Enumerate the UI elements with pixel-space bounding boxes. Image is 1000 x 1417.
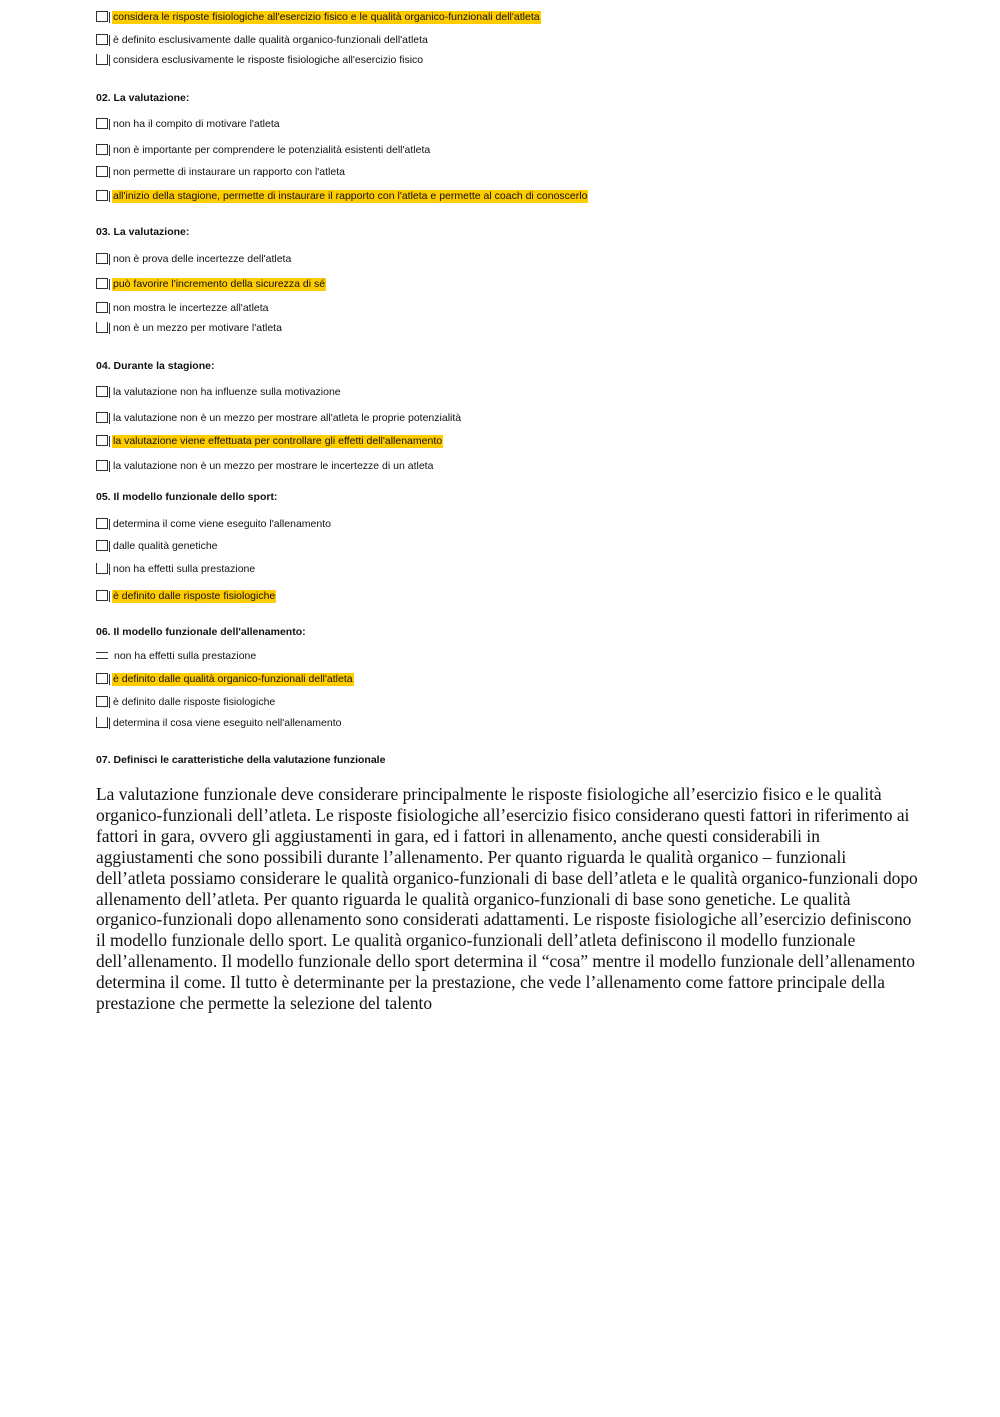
option-label: la valutazione non è un mezzo per mostrare le incertezze di un atleta <box>113 460 434 472</box>
option-label: non è prova delle incertezze dell'atleta <box>113 253 292 265</box>
option-q04-c[interactable] <box>96 432 443 448</box>
option-q05-d[interactable] <box>96 587 276 603</box>
checkbox-icon[interactable] <box>96 673 108 684</box>
checkbox-icon[interactable] <box>96 540 108 551</box>
option-label: non è importante per comprendere le potenzialità esistenti dell'atleta <box>113 144 431 156</box>
option-q03-b[interactable] <box>96 275 326 291</box>
checkbox-icon[interactable] <box>96 696 108 707</box>
option-q02-d[interactable] <box>96 187 588 203</box>
option-label: considera esclusivamente le risposte fisiologiche all'esercizio fisico <box>113 54 424 66</box>
option-label: non permette di instaurare un rapporto con l'atleta <box>113 166 345 178</box>
question-07-title: 07. Definisci le caratteristiche della valutazione funzionale <box>96 754 386 766</box>
option-label: non ha il compito di motivare l'atleta <box>113 118 280 130</box>
option-q06-d[interactable] <box>96 714 342 730</box>
checkbox-icon[interactable] <box>96 652 108 659</box>
option-label: può favorire l'incremento della sicurezza di sé <box>113 278 326 290</box>
option-label: è definito esclusivamente dalle qualità organico-funzionali dell'atleta <box>113 34 428 46</box>
option-label: è definito dalle qualità organico-funzionali dell'atleta <box>113 673 353 685</box>
answer-q07-text: La valutazione funzionale deve considerare principalmente le risposte fisiologiche all’esercizio fisico e le qualità organico-funzionali dell’atleta. Le risposte fisiologiche all’esercizio fisico considerano questi fattori in riferimento ai fattori in gara, ovvero gli aggiustamenti in gara, ed i fattori in allenamento, anche questi considerabili in aggiustamenti che sono possibili durante l’allenamento. Per quanto riguarda le qualità organico – funzionali dell’atleta possiamo considerare le qualità organico-funzionali di base dell’atleta e le qualità organico-funzionali dopo allenamento dell’atleta. Per quanto riguarda le qualità organico-funzionali di base sono genetiche. Le qualità organico-funzionali dopo allenamento sono considerati adattamenti. Le risposte fisiologiche all’esercizio definiscono il modello funzionale dello sport. Le qualità organico-funzionali dell’atleta definiscono il modello funzionale dell’allenamento. Il modello funzionale dello sport determina il “cosa” mentre il modello funzionale dell’allenamento determina il come. Il tutto è determinante per la prestazione, che vede l’allenamento come fattore principale della prestazione che permette la selezione del talento <box>96 784 918 1014</box>
option-q06-c[interactable] <box>96 693 276 709</box>
option-q02-c[interactable] <box>96 163 346 179</box>
checkbox-icon[interactable] <box>96 11 108 22</box>
checkbox-icon[interactable] <box>96 190 108 201</box>
option-q03-a[interactable] <box>96 250 292 266</box>
option-label: è definito dalle risposte fisiologiche <box>113 590 276 602</box>
option-label: la valutazione non è un mezzo per mostrare all'atleta le proprie potenzialità <box>113 412 462 424</box>
checkbox-icon[interactable] <box>96 54 108 65</box>
option-q03-d[interactable] <box>96 319 283 335</box>
option-q05-c[interactable] <box>96 560 256 576</box>
option-q02-a[interactable] <box>96 115 281 131</box>
option-label: non è un mezzo per motivare l'atleta <box>113 322 282 334</box>
option-label: determina il come viene eseguito l'allenamento <box>113 518 331 530</box>
checkbox-icon[interactable] <box>96 460 108 471</box>
option-label: non mostra le incertezze all'atleta <box>113 302 269 314</box>
option-q04-a[interactable] <box>96 383 342 399</box>
checkbox-icon[interactable] <box>96 386 108 397</box>
question-03-title: 03. La valutazione: <box>96 226 190 238</box>
option-q01-c[interactable] <box>96 51 424 67</box>
checkbox-icon[interactable] <box>96 278 108 289</box>
option-label: la valutazione viene effettuata per controllare gli effetti dell'allenamento <box>113 435 443 447</box>
option-label: considera le risposte fisiologiche all'esercizio fisico e le qualità organico-funzionali dell'atleta <box>113 11 540 23</box>
checkbox-icon[interactable] <box>96 590 108 601</box>
option-label: non ha effetti sulla prestazione <box>114 650 257 662</box>
checkbox-icon[interactable] <box>96 118 108 129</box>
checkbox-icon[interactable] <box>96 717 108 728</box>
option-q02-b[interactable] <box>96 141 431 157</box>
checkbox-icon[interactable] <box>96 253 108 264</box>
checkbox-icon[interactable] <box>96 563 108 574</box>
option-q05-b[interactable] <box>96 537 219 553</box>
question-06-title: 06. Il modello funzionale dell'allenamento: <box>96 626 306 638</box>
checkbox-icon[interactable] <box>96 412 108 423</box>
option-q01-a[interactable] <box>96 8 541 24</box>
option-label: determina il cosa viene eseguito nell'allenamento <box>113 717 342 729</box>
option-q06-b[interactable] <box>96 670 354 686</box>
question-05-title: 05. Il modello funzionale dello sport: <box>96 491 278 503</box>
checkbox-icon[interactable] <box>96 166 108 177</box>
checkbox-icon[interactable] <box>96 302 108 313</box>
question-02-title: 02. La valutazione: <box>96 92 190 104</box>
option-q05-a[interactable] <box>96 515 332 531</box>
option-q04-d[interactable] <box>96 457 434 473</box>
checkbox-icon[interactable] <box>96 144 108 155</box>
option-q01-b[interactable] <box>96 31 429 47</box>
option-label: dalle qualità genetiche <box>113 540 218 552</box>
checkbox-icon[interactable] <box>96 435 108 446</box>
question-04-title: 04. Durante la stagione: <box>96 360 215 372</box>
option-label: la valutazione non ha influenze sulla motivazione <box>113 386 341 398</box>
checkbox-icon[interactable] <box>96 322 108 333</box>
checkbox-icon[interactable] <box>96 34 108 45</box>
option-q06-a[interactable] <box>96 647 257 663</box>
option-q04-b[interactable] <box>96 409 462 425</box>
option-q03-c[interactable] <box>96 299 270 315</box>
checkbox-icon[interactable] <box>96 518 108 529</box>
option-label: all'inizio della stagione, permette di instaurare il rapporto con l'atleta e permette al coach di conoscerlo <box>113 190 588 202</box>
option-label: non ha effetti sulla prestazione <box>113 563 256 575</box>
option-label: è definito dalle risposte fisiologiche <box>113 696 276 708</box>
